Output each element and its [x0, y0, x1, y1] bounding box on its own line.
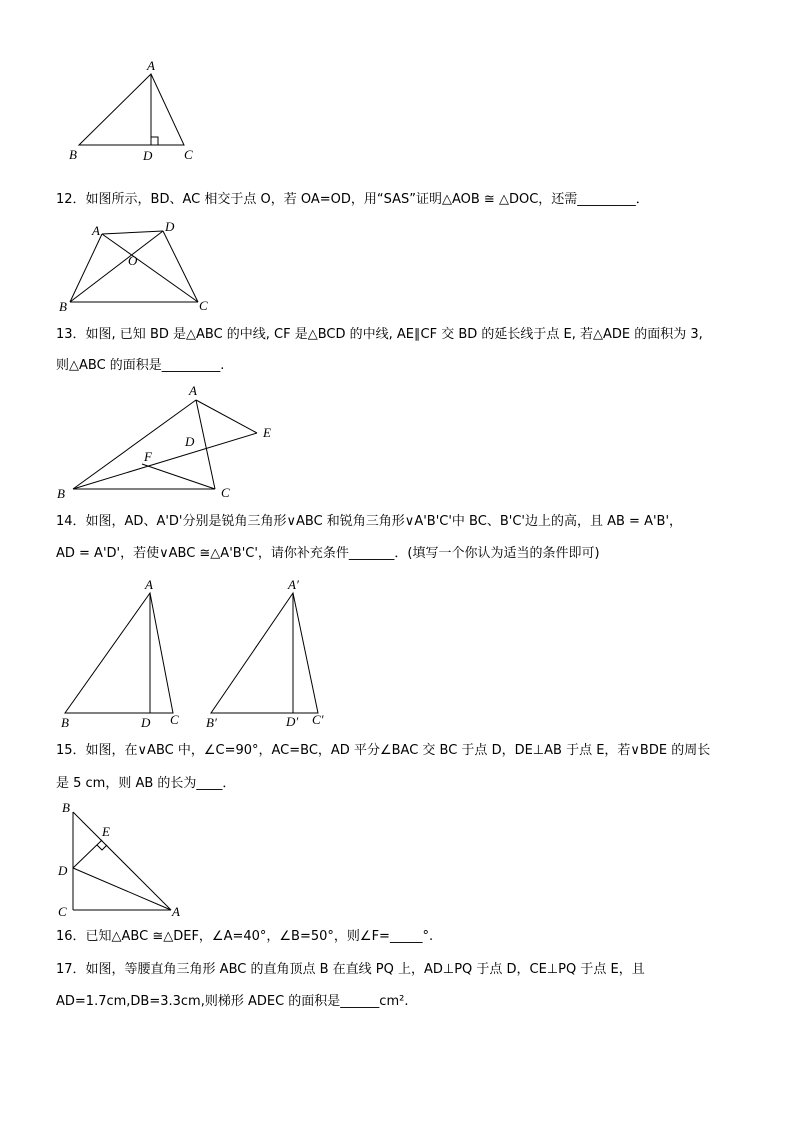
label-a: A	[147, 58, 155, 73]
label-e: E	[102, 824, 110, 839]
label-d: D	[58, 863, 68, 878]
label-d: D	[185, 434, 195, 449]
question-13-line-2: 则△ABC 的面积是_________.	[56, 358, 225, 373]
label-a: A	[189, 383, 197, 398]
label-d: D	[143, 148, 153, 163]
label-b: B	[62, 800, 70, 815]
label-a: A	[145, 577, 153, 592]
label-a: A	[92, 223, 100, 238]
label-b: B	[59, 299, 67, 314]
question-17-line-1: 17．如图，等腰直角三角形 ABC 的直角顶点 B 在直线 PQ 上，AD⊥PQ 于点 D，CE⊥PQ 于点 E，且	[56, 962, 645, 977]
question-15-line-2: 是 5 cm，则 AB 的长为____．	[56, 776, 236, 791]
label-c: C	[221, 485, 230, 500]
label-f: F	[144, 449, 152, 464]
label-a-prime: A′	[288, 577, 299, 592]
label-c: C	[58, 904, 67, 919]
label-d: D	[165, 219, 175, 234]
label-c-prime: C′	[312, 712, 324, 727]
question-14-line-1: 14．如图，AD、A'D'分别是锐角三角形∨ABC 和锐角三角形∨A'B'C'中 BC、B'C'边上的高，且 AB = A'B'，	[56, 514, 683, 529]
question-15-line-1: 15．如图，在∨ABC 中，∠C=90°，AC=BC，AD 平分∠BAC 交 BC 于点 D，DE⊥AB 于点 E，若∨BDE 的周长	[56, 743, 711, 758]
label-b: B	[69, 147, 77, 162]
question-16: 16．已知△ABC ≅△DEF，∠A=40°，∠B=50°，则∠F=_____°.	[56, 929, 434, 944]
label-c: C	[170, 712, 179, 727]
label-c: C	[199, 298, 208, 313]
label-o: O	[128, 253, 138, 268]
label-e: E	[263, 425, 271, 440]
question-17-line-2: AD=1.7cm,DB=3.3cm,则梯形 ADEC 的面积是______cm².	[56, 994, 409, 1009]
label-b-prime: B′	[206, 715, 217, 730]
label-c: C	[184, 147, 193, 162]
question-14-line-2: AD = A'D'，若使∨ABC ≅△A'B'C'，请你补充条件_______．(填写一个你认为适当的条件即可)	[56, 546, 600, 561]
label-b: B	[57, 486, 65, 501]
label-d: D	[141, 715, 151, 730]
question-13-line-1: 13．如图, 已知 BD 是△ABC 的中线, CF 是△BCD 的中线, AE∥CF 交 BD 的延长线于点 E, 若△ADE 的面积为 3,	[56, 327, 703, 342]
label-b: B	[61, 715, 69, 730]
label-d-prime: D′	[286, 714, 299, 729]
question-12: 12．如图所示，BD、AC 相交于点 O，若 OA=OD，用“SAS”证明△AOB ≅ △DOC，还需_________．	[56, 192, 649, 207]
label-a: A	[172, 904, 180, 919]
